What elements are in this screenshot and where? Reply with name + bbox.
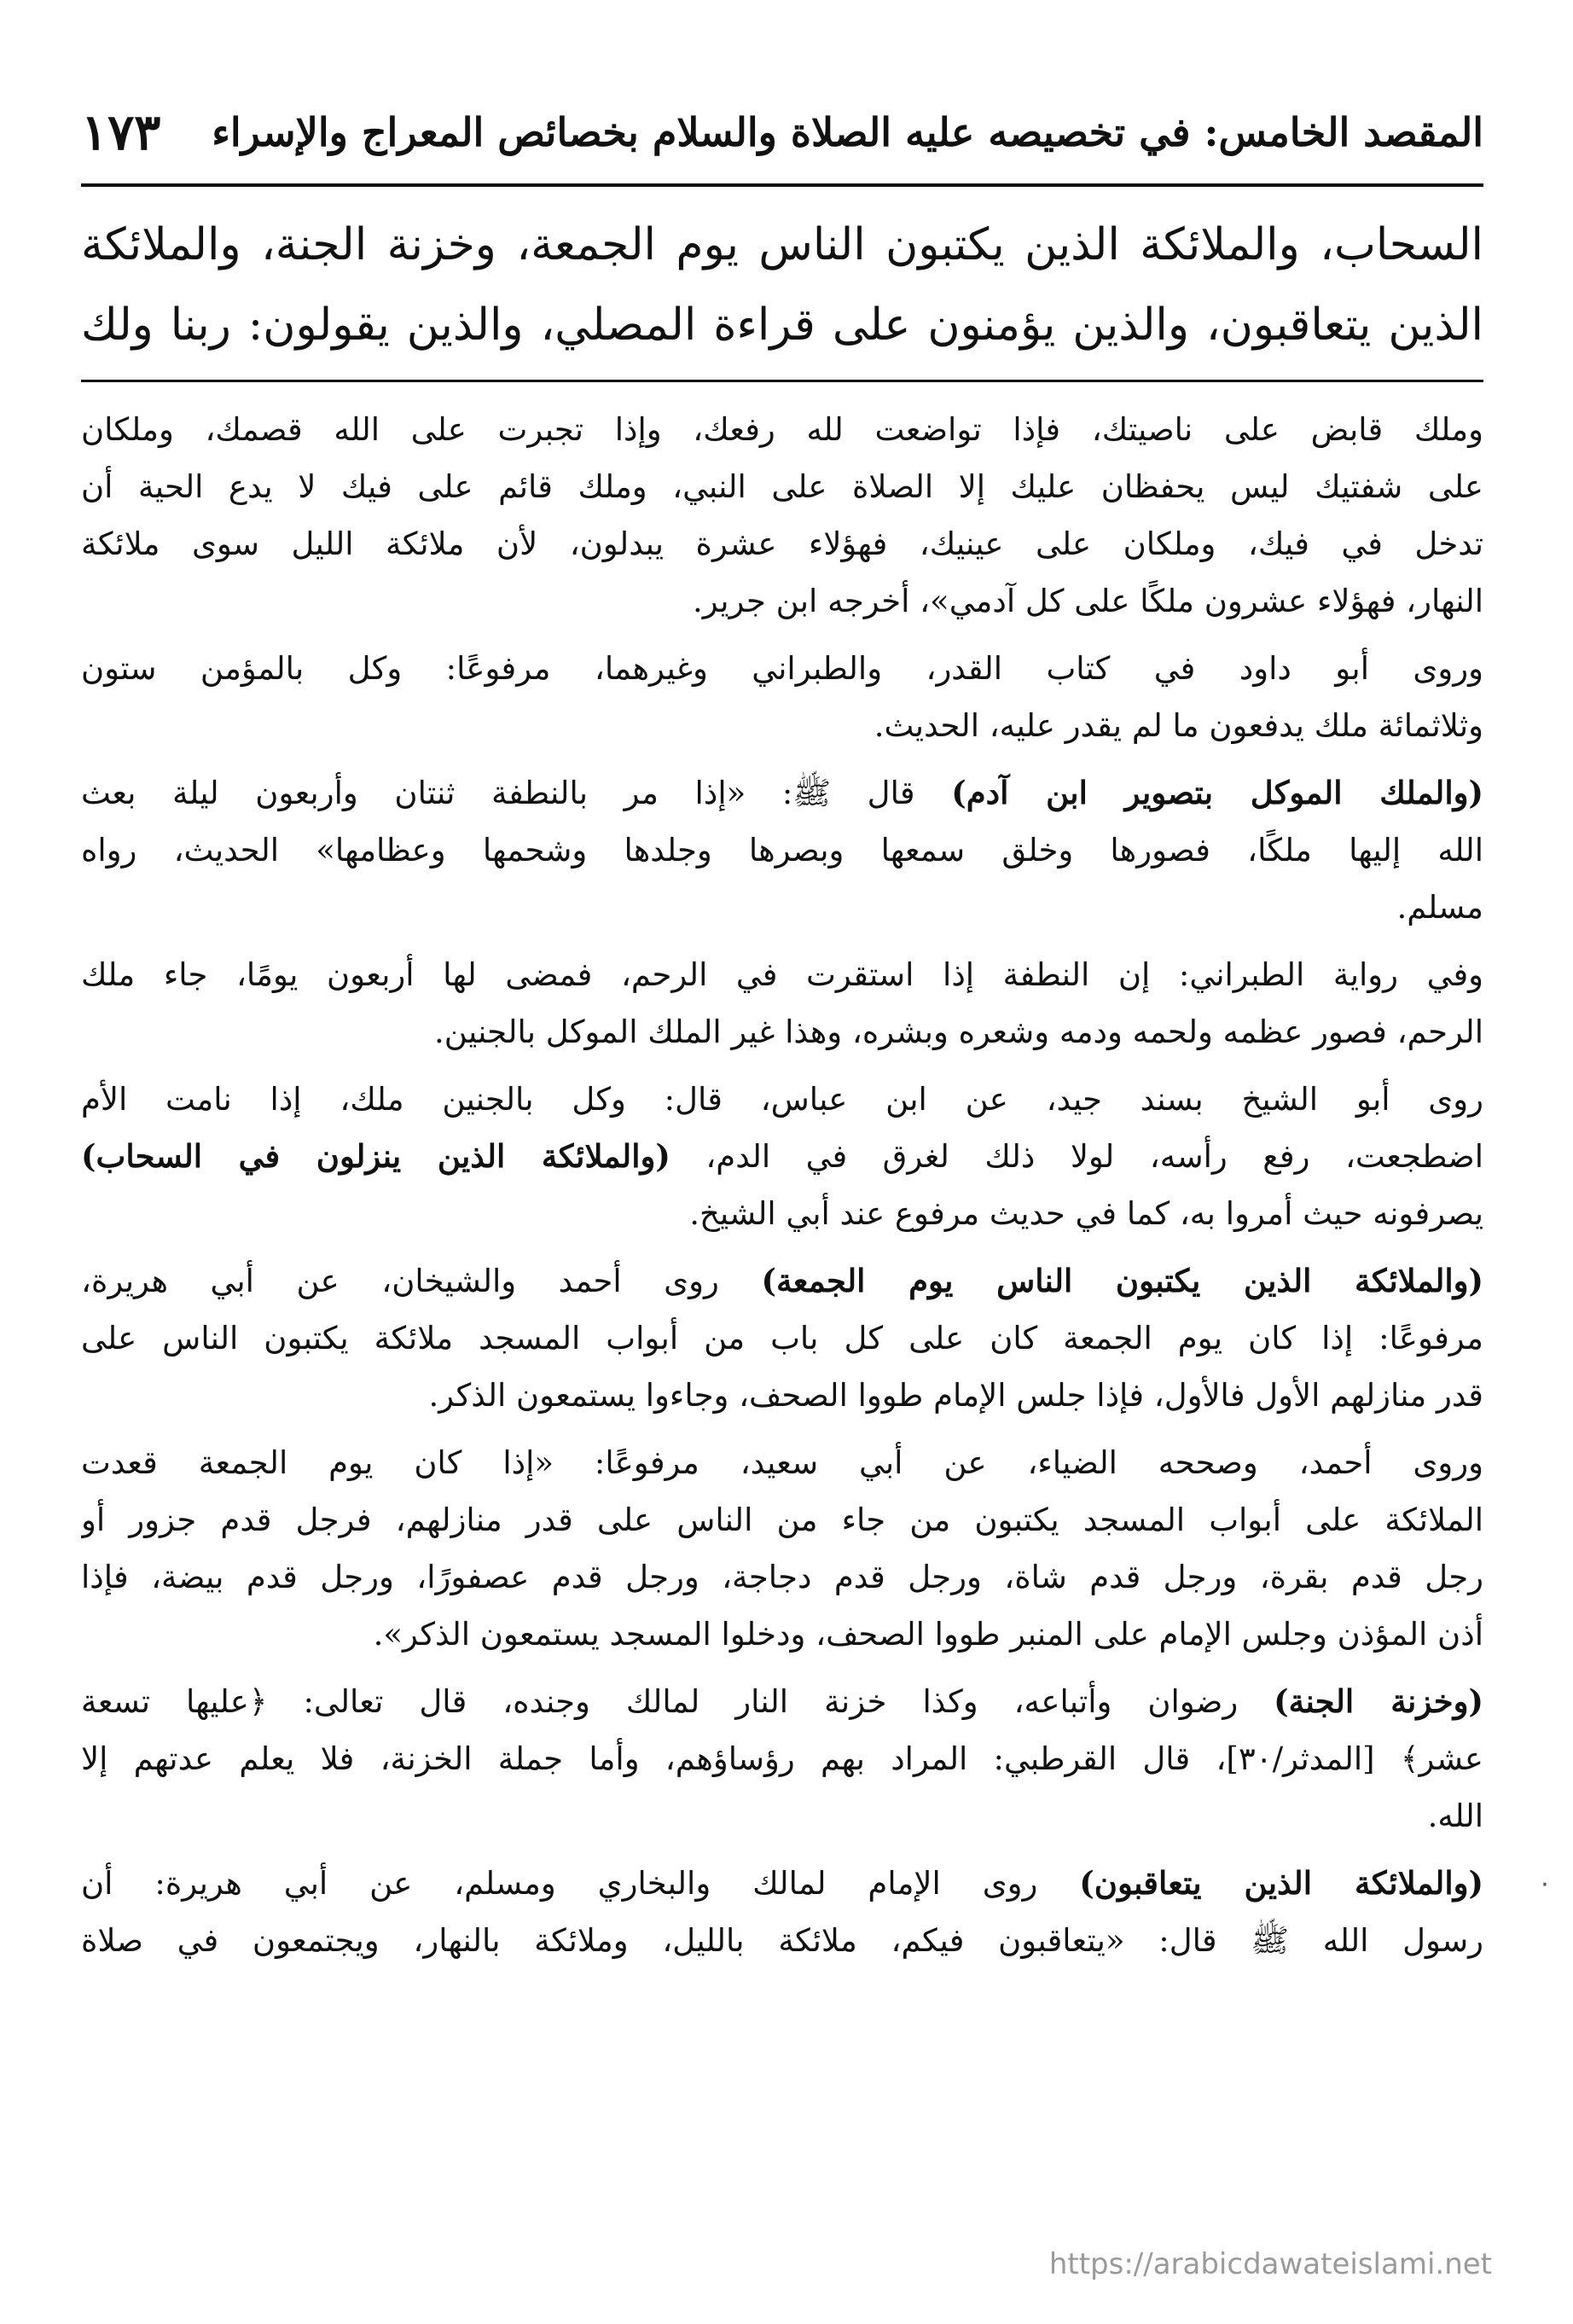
footnote-line: رجل قدم بقرة، ورجل قدم شاة، ورجل قدم دجاجة، ورجل قدم عصفورًا، ورجل قدم بيضة، فإذا	[81, 1559, 1483, 1595]
footnote-paragraph	[81, 640, 1483, 754]
footnote-line: وروى أبو داود في كتاب القدر، والطبراني وغيرهما، مرفوعًا: وكل بالمؤمن ستون	[81, 650, 1483, 687]
line-text: روى أحمد والشيخان، عن أبي هريرة،	[81, 1263, 762, 1299]
watermark-url: https://arabicdawateislami.net	[1048, 2247, 1492, 2281]
footnote-line: مسلم.	[1396, 889, 1483, 926]
bold-heading: (والملك الموكل بتصوير ابن آدم)	[951, 774, 1483, 811]
footnote-line: مرفوعًا: إذا كان يوم الجمعة كان على كل باب من أبواب المسجد ملائكة يكتبون الناس على	[81, 1320, 1483, 1357]
margin-mark: ٠	[1537, 1868, 1552, 1898]
footnote-separator	[81, 380, 1483, 382]
footnote-paragraph	[81, 946, 1483, 1060]
line-text: روى الإمام لمالك والبخاري ومسلم، عن أبي هريرة: أن	[81, 1865, 1080, 1902]
chapter-title: المقصد الخامس: في تخصيصه عليه الصلاة والسلام بخصائص المعراج والإسراء	[212, 109, 1483, 155]
footnote-line: الملائكة على أبواب المسجد يكتبون من جاء من الناس على قدر منازلهم، فرجل قدم جزور أو	[81, 1502, 1483, 1538]
footnote-line: الله إليها ملكًا، فصورها وخلق سمعها وبصرها وجلدها وشحمها وعظامها» الحديث، رواه	[81, 832, 1483, 869]
footnote-paragraph	[81, 1071, 1483, 1242]
footnote-line: يصرفونه حيث أمروا به، كما في حديث مرفوع عند أبي الشيخ.	[689, 1195, 1483, 1232]
footnote-paragraph	[81, 1855, 1483, 1969]
footnote-line: تدخل في فيك، وملكان على عينيك، فهؤلاء عشرة يبدلون، لأن ملائكة الليل سوى ملائكة	[81, 526, 1483, 562]
footnote-line: الله.	[1427, 1798, 1483, 1834]
line-text: اضطجعت، رفع رأسه، لولا ذلك لغرق في الدم،	[670, 1138, 1483, 1175]
main-text-line: السحاب، والملائكة الذين يكتبون الناس يوم الجمعة، وخزنة الجنة، والملائكة	[81, 219, 1483, 270]
footnote-line: عشر﴾ [المدثر/٣٠]، قال القرطبي: المراد بهم رؤساؤهم، وأما جملة الخزنة، فلا يعلم عدتهم إلا	[81, 1740, 1483, 1777]
main-text-line: الذين يتعاقبون، والذين يؤمنون على قراءة المصلي، والذين يقولون: ربنا ولك	[81, 299, 1483, 351]
footnote-line: روى أبو الشيخ بسند جيد، عن ابن عباس، قال: وكل بالجنين ملك، إذا نامت الأم	[81, 1081, 1483, 1118]
bold-heading: (والملائكة الذين ينزلون في السحاب)	[81, 1137, 670, 1175]
bold-heading: (وخزنة الجنة)	[1274, 1682, 1483, 1720]
footnote-paragraph	[81, 764, 1483, 936]
footnote-paragraph	[81, 1673, 1483, 1845]
footnote-line: الرحم، فصور عظمه ولحمه ودمه وشعره وبشره، وهذا غير الملك الموكل بالجنين.	[434, 1014, 1483, 1050]
line-text: قال ﷺ: «إذا مر بالنطفة ثنتان وأربعون ليلة بعث	[81, 775, 952, 811]
footnote-paragraph	[81, 1252, 1483, 1424]
bold-heading: (والملائكة الذين يكتبون الناس يوم الجمعة)	[761, 1262, 1483, 1299]
footnotes-section	[81, 401, 1483, 2222]
footnote-line: وروى أحمد، وصححه الضياء، عن أبي سعيد، مرفوعًا: «إذا كان يوم الجمعة قعدت	[81, 1444, 1483, 1481]
footnote-line: وثلاثمائة ملك يدفعون ما لم يقدر عليه، الحديث.	[874, 707, 1483, 744]
footnote-paragraph	[81, 401, 1483, 630]
footnote-paragraph	[81, 1434, 1483, 1663]
footnote-line: رسول الله ﷺ قال: «يتعاقبون فيكم، ملائكة بالليل، وملائكة بالنهار، ويجتمعون في صلاة	[81, 1922, 1483, 1959]
footnote-line: أذن المؤذن وجلس الإمام على المنبر طووا الصحف، ودخلوا المسجد يستمعون الذكر».	[373, 1616, 1483, 1653]
page-number: ١٧٣	[81, 103, 161, 161]
bold-heading: (والملائكة الذين يتعاقبون)	[1079, 1864, 1483, 1902]
footnote-line: على شفتيك ليس يحفظان عليك إلا الصلاة على النبي، وملك قائم على فيك لا يدع الحية أن	[81, 468, 1483, 505]
line-text: رضوان وأتباعه، وكذا خزنة النار لمالك وجنده، قال تعالى: ﴿عليها تسعة	[81, 1683, 1274, 1720]
footnote-line	[81, 1673, 1483, 1730]
footnote-line: النهار، فهؤلاء عشرون ملكًا على كل آدمي»، أخرجه ابن جرير.	[693, 583, 1483, 619]
running-header	[81, 81, 1483, 187]
footnote-line	[81, 1252, 1483, 1310]
footnote-line	[81, 1128, 1483, 1185]
footnote-line	[81, 1855, 1483, 1912]
footnote-line: وملك قابض على ناصيتك، فإذا تواضعت لله رفعك، وإذا تجبرت على الله قصمك، وملكان	[81, 411, 1483, 448]
footnote-line: قدر منازلهم الأول فالأول، فإذا جلس الإمام طووا الصحف، وجاءوا يستمعون الذكر.	[428, 1377, 1483, 1414]
footnote-line: وفي رواية الطبراني: إن النطفة إذا استقرت في الرحم، فمضى لها أربعون يومًا، جاء ملك	[81, 956, 1483, 993]
main-body-text	[81, 205, 1483, 375]
footnote-line	[81, 764, 1483, 822]
